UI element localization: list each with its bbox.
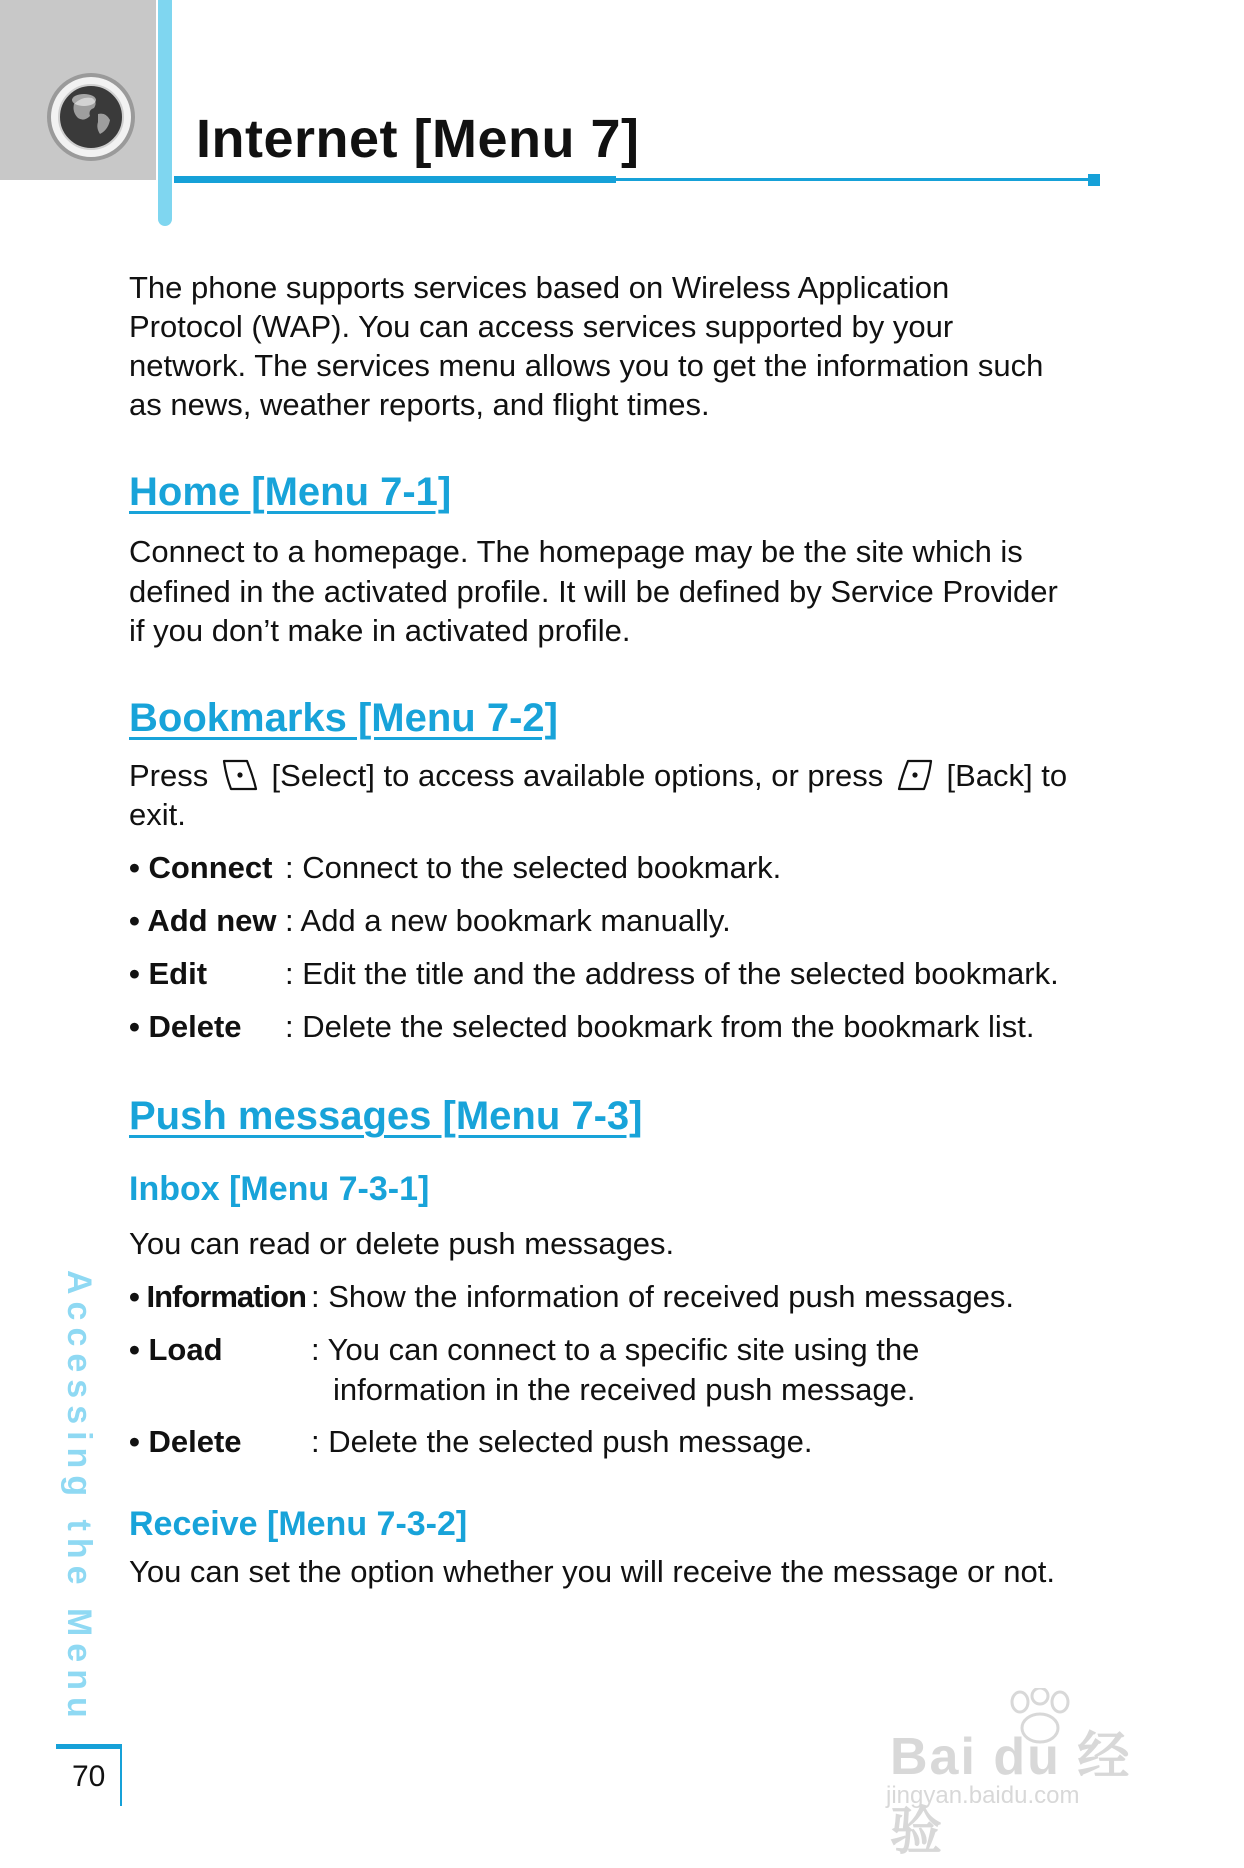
select-key-icon [221, 758, 259, 792]
press-word: Press [129, 758, 209, 793]
item-term: • Delete [129, 1424, 242, 1459]
home-line-2: defined in the activated profile. It will be defined by Service Provider [129, 574, 1058, 609]
item-term: • Add new [129, 903, 277, 938]
item-desc: : Add a new bookmark manually. [285, 903, 731, 938]
intro-line-3: network. The services menu allows you to get the information such [129, 348, 1044, 383]
item-term: • Edit [129, 956, 208, 991]
back-key-icon [896, 758, 934, 792]
item-desc: : Delete the selected push message. [311, 1424, 813, 1459]
item-term: • Connect [129, 850, 273, 885]
item-desc-continued: information in the received push message. [333, 1372, 916, 1407]
exit-word: exit. [129, 797, 186, 832]
receive-heading: Receive [Menu 7-3-2] [129, 1505, 468, 1543]
intro-line-2: Protocol (WAP). You can access services supported by your [129, 309, 954, 344]
title-rule [174, 176, 616, 183]
item-desc: : Connect to the selected bookmark. [285, 850, 782, 885]
item-desc: : Edit the title and the address of the selected bookmark. [285, 956, 1059, 991]
bookmarks-heading: Bookmarks [Menu 7-2] [129, 696, 558, 740]
page-number-rule-vertical [120, 1744, 122, 1806]
item-term: • Information [129, 1279, 306, 1314]
inbox-heading: Inbox [Menu 7-3-1] [129, 1170, 430, 1208]
item-desc: : Delete the selected bookmark from the bookmark list. [285, 1009, 1035, 1044]
header-side-bar [158, 0, 172, 226]
globe-icon [44, 70, 138, 164]
page-number-rule [56, 1744, 122, 1749]
intro-line-1: The phone supports services based on Wireless Application [129, 270, 950, 305]
watermark-logo: Bai du 经验 [890, 1728, 1132, 1861]
item-term: • Load [129, 1332, 223, 1367]
watermark-url: jingyan.baidu.com [886, 1782, 1080, 1809]
push-heading: Push messages [Menu 7-3] [129, 1094, 643, 1138]
baidu-watermark [880, 1688, 1180, 1861]
intro-line-4: as news, weather reports, and flight times. [129, 387, 710, 422]
item-desc: : You can connect to a specific site using the [311, 1332, 920, 1367]
title-rule-end-marker [1088, 174, 1100, 186]
side-section-label: Accessing the Menu [60, 1270, 98, 1725]
item-desc: : Show the information of received push messages. [311, 1279, 1015, 1314]
inbox-text: You can read or delete push messages. [129, 1226, 675, 1261]
home-heading: Home [Menu 7-1] [129, 470, 452, 514]
page-number: 70 [72, 1760, 106, 1793]
select-text: [Select] to access available options, or press [271, 758, 884, 793]
home-line-1: Connect to a homepage. The homepage may be the site which is [129, 534, 1023, 569]
title-rule-extension [616, 178, 1092, 181]
page-title: Internet [Menu 7] [196, 109, 640, 169]
item-term: • Delete [129, 1009, 242, 1044]
home-line-3: if you don’t make in activated profile. [129, 613, 631, 648]
receive-text: You can set the option whether you will receive the message or not. [129, 1554, 1055, 1589]
back-text: [Back] to [946, 758, 1068, 793]
bookmarks-instruction [129, 756, 1067, 796]
